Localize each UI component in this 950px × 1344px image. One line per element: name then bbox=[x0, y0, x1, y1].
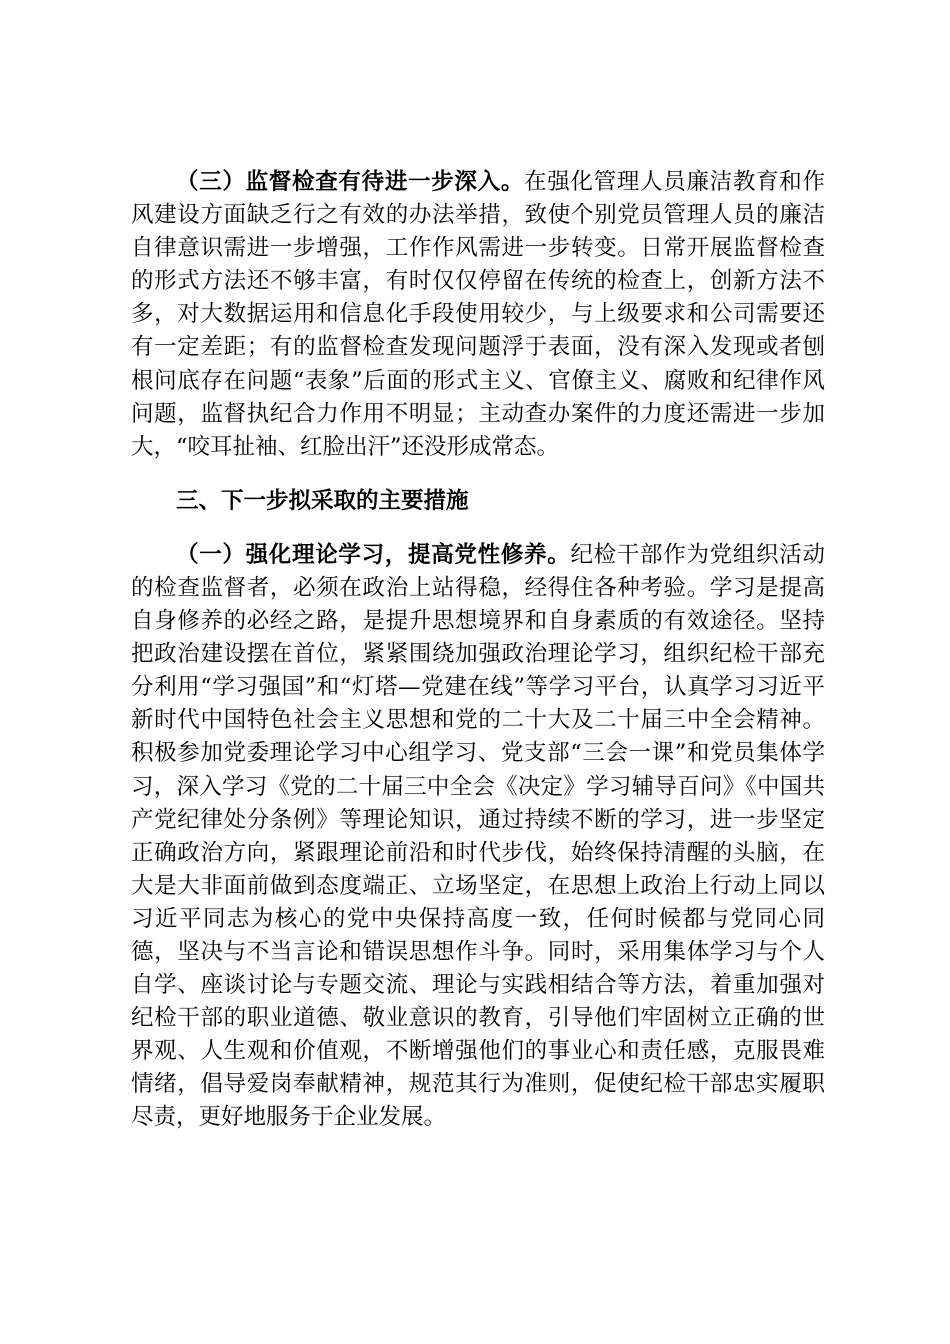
paragraph-lead-heading: （三）监督检查有待进一步深入。 bbox=[176, 169, 525, 195]
paragraph-supervision bbox=[131, 166, 825, 464]
document-body bbox=[131, 166, 825, 1135]
paragraph-text: 在强化管理人员廉洁教育和作风建设方面缺乏行之有效的办法举措，致使个别党员管理人员的廉洁自律意识需进一步增强，工作作风需进一步转变。日常开展监督检查的形式方法还不够丰富，有时仅仅停留在传统的检查上，创新方法不多，对大数据运用和信息化手段使用较少，与上级要求和公司需要还有一定差距；有的监督检查发现问题浮于表面，没有深入发现或者刨根问底存在问题“表象”后面的形式主义、官僚主义、腐败和纪律作风问题，监督执纪合力作用不明显；主动查办案件的力度还需进一步加大，“咬耳扯袖、红脸出汗”还没形成常态。 bbox=[131, 169, 825, 460]
paragraph-theory-study bbox=[131, 539, 825, 1135]
paragraph-text: 纪检干部作为党组织活动的检查监督者，必须在政治上站得稳，经得住各种考验。学习是提高自身修养的必经之路，是提升思想境界和自身素质的有效途径。坚持把政治建设摆在首位，紧紧围绕加强政治理论学习，组织纪检干部充分利用“学习强国”和“灯塔—党建在线”等学习平台，认真学习习近平新时代中国特色社会主义思想和党的二十大及二十届三中全会精神。积极参加党委理论学习中心组学习、党支部“三会一课”和党员集体学习，深入学习《党的二十届三中全会《决定》学习辅导百问》《中国共产党纪律处分条例》等理论知识，通过持续不断的学习，进一步坚定正确政治方向，紧跟理论前沿和时代步伐，始终保持清醒的头脑，在大是大非面前做到态度端正、立场坚定，在思想上政治上行动上同以习近平同志为核心的党中央保持高度一致，任何时候都与党同心同德，坚决与不当言论和错误思想作斗争。同时，采用集体学习与个人自学、座谈讨论与专题交流、理论与实践相结合等方法，着重加强对纪检干部的职业道德、敬业意识的教育，引导他们牢固树立正确的世界观、人生观和价值观，不断增强他们的事业心和责任感，克服畏难情绪，倡导爱岗奉献精神，规范其行为准则，促使纪检干部忠实履职尽责，更好地服务于企业发展。 bbox=[131, 541, 825, 1131]
section-heading: 三、下一步拟采取的主要措施 bbox=[176, 487, 469, 514]
paragraph-lead-heading: （一）强化理论学习，提高党性修养。 bbox=[176, 541, 571, 568]
